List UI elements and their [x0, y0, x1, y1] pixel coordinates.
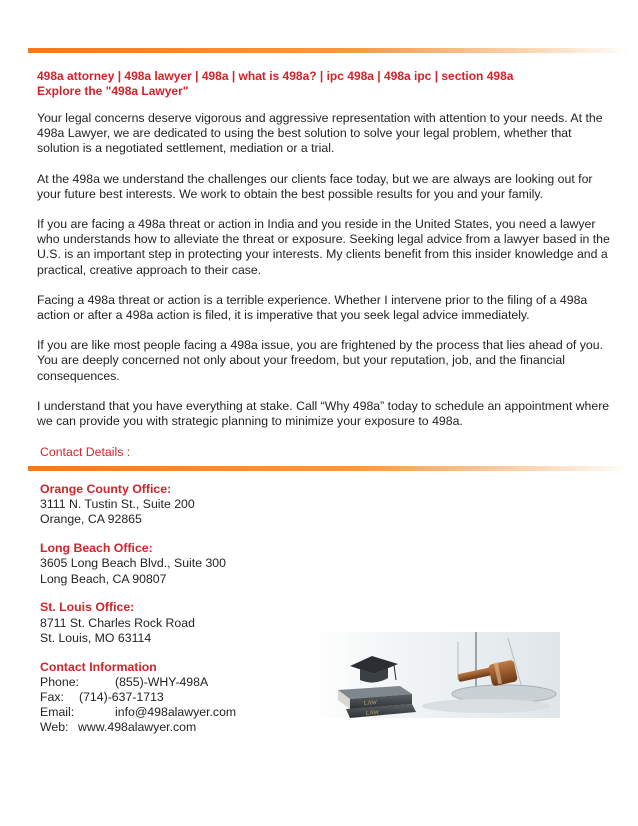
- email-label: Email:: [40, 705, 75, 720]
- web-label: Web:: [40, 720, 69, 735]
- fax-row: [40, 690, 340, 705]
- office-city-line: Long Beach, CA 90807: [40, 571, 167, 586]
- paragraph: I understand that you have everything at stake. Call “Why 498a” today to schedule an appointment where we can provide you with strategic planning to minimize your exposure to 498a.: [37, 398, 610, 429]
- contact-info-title: Contact Information: [40, 659, 157, 674]
- paragraph: Your legal concerns deserve vigorous and aggressive representation with attention to your needs. At the 498a Lawyer, we are dedicated to using the best solution to solve your legal problem, whether that solution is a negotiated settlement, mediation or a trial.: [37, 111, 603, 156]
- page-heading: [37, 69, 607, 99]
- email-row: [40, 705, 340, 720]
- top-orange-rule: [28, 48, 630, 53]
- office-city-line: Orange, CA 92865: [40, 512, 142, 527]
- paragraph: Facing a 498a threat or action is a terrible experience. Whether I intervene prior to the filing of a 498a action or after a 498a action is filed, it is imperative that you seek legal advice immediately.: [37, 292, 588, 323]
- office-address-line: 3605 Long Beach Blvd., Suite 300: [40, 556, 226, 571]
- heading-keywords: 498a attorney | 498a lawyer | 498a | what is 498a? | ipc 498a | 498a ipc | section 498a: [37, 69, 514, 83]
- book-label: LAW: [365, 709, 380, 717]
- contact-information: [40, 660, 340, 736]
- office-orange-county: [40, 482, 340, 528]
- contact-section: [40, 482, 340, 736]
- paragraph: At the 498a we understand the challenges our clients face today, but we are always are looking out for your future best interests. We work to obtain the best possible results for you and your family.: [37, 171, 593, 201]
- office-long-beach: [40, 541, 340, 587]
- heading-explore: Explore the "498a Lawyer": [37, 84, 189, 98]
- fax-number: (714)-637-1713: [79, 690, 164, 705]
- body-text: [37, 111, 612, 444]
- contact-details-label: Contact Details :: [40, 445, 131, 459]
- web-link[interactable]: www.498alawyer.com: [78, 720, 197, 735]
- paragraph: If you are facing a 498a threat or action in India and you reside in the United States, you need a lawyer who understands how to alleviate the threat or exposure. Seeking legal advice from a lawyer based in the U.S. is an important step in protecting your interests. My clients benefit from this insider knowledge and a practical, creative approach to their case.: [37, 217, 610, 277]
- email-link[interactable]: info@498alawyer.com: [115, 705, 237, 720]
- fax-label: Fax:: [40, 690, 64, 705]
- office-address-line: 8711 St. Charles Rock Road: [40, 615, 195, 630]
- scale-base: [422, 699, 550, 713]
- law-books-gavel-photo: [308, 632, 560, 718]
- law-photo-illustration: [308, 632, 560, 718]
- paragraph: If you are like most people facing a 498a issue, you are frightened by the process that lies ahead of you. You are deeply concerned not only about your freedom, but your reputation, job, and the financial consequences.: [37, 338, 604, 383]
- office-title: Long Beach Office:: [40, 541, 153, 556]
- phone-row: [40, 675, 340, 690]
- phone-number[interactable]: (855)-WHY-498A: [115, 674, 209, 689]
- office-title: Orange County Office:: [40, 482, 172, 496]
- book-label: LAW: [363, 699, 378, 707]
- office-address-line: 3111 N. Tustin St., Suite 200: [40, 497, 195, 512]
- web-row: [40, 720, 340, 735]
- office-city-line: St. Louis, MO 63114: [40, 630, 152, 645]
- phone-label: Phone:: [40, 674, 79, 689]
- office-title: St. Louis Office:: [40, 600, 135, 615]
- office-st-louis: [40, 600, 340, 646]
- mid-orange-rule: [28, 466, 630, 471]
